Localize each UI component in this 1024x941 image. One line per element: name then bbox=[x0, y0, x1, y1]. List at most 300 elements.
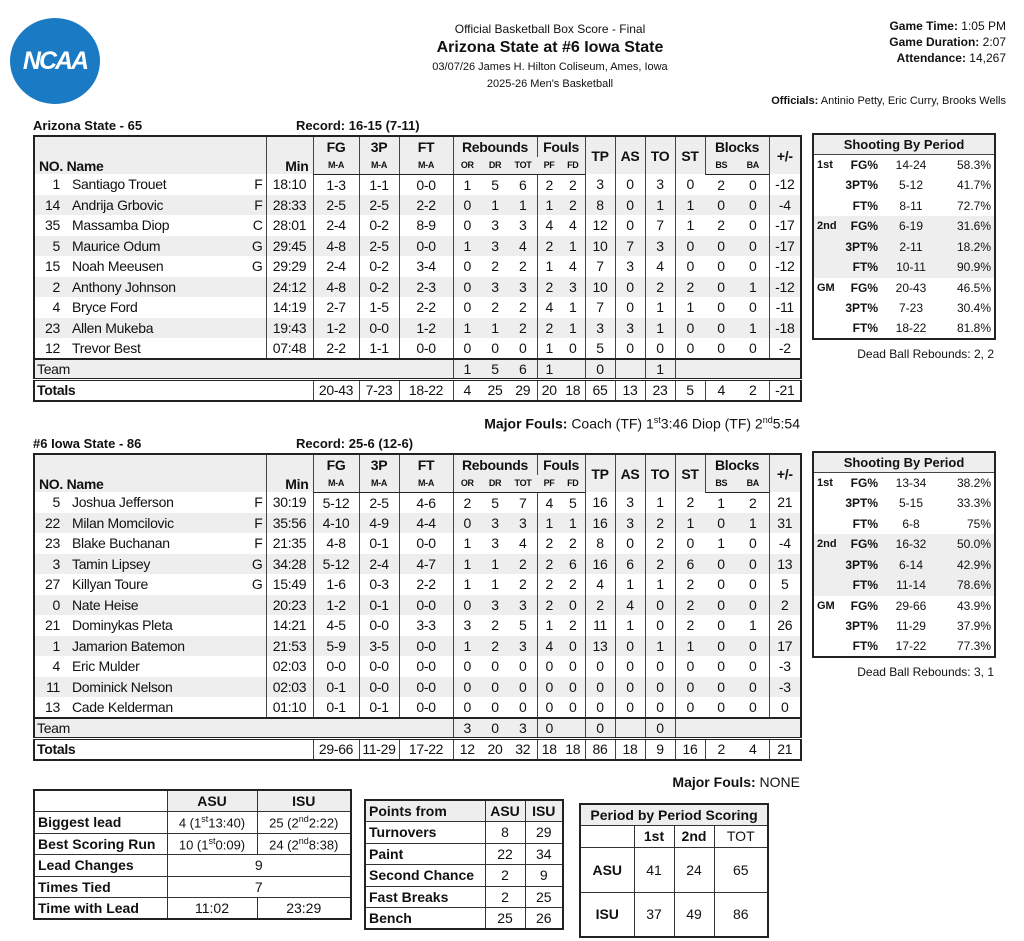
player-or: 0 bbox=[453, 277, 481, 298]
header-fg: FG bbox=[313, 454, 359, 475]
player-to: 1 bbox=[645, 318, 675, 339]
player-pm: -17 bbox=[769, 215, 801, 236]
player-dr: 3 bbox=[481, 236, 509, 257]
shooting-made-attempted: 2-11 bbox=[881, 237, 941, 258]
isu-biggest-lead bbox=[257, 812, 351, 834]
game-title: Arizona State at #6 Iowa State bbox=[436, 39, 664, 56]
player-3p: 0-0 bbox=[359, 677, 399, 698]
header-3p: 3P bbox=[359, 454, 399, 475]
player-to: 2 bbox=[645, 277, 675, 298]
player-tp: 5 bbox=[585, 338, 615, 359]
player-bs: 0 bbox=[705, 636, 737, 657]
player-tot: 3 bbox=[509, 636, 537, 657]
player-fg: 4-8 bbox=[313, 533, 359, 554]
player-fd: 1 bbox=[561, 318, 585, 339]
ordinal: st bbox=[201, 814, 209, 825]
player-number: 12 bbox=[34, 338, 66, 359]
player-tot: 3 bbox=[509, 513, 537, 534]
player-as: 0 bbox=[615, 677, 645, 698]
totals-ba: 2 bbox=[737, 379, 769, 401]
player-st: 1 bbox=[675, 636, 705, 657]
totals-as: 13 bbox=[615, 379, 645, 401]
player-ft: 1-2 bbox=[399, 318, 453, 339]
period-score: 86 bbox=[714, 892, 768, 937]
player-name-cell bbox=[66, 256, 266, 277]
shooting-stat: FT% bbox=[852, 321, 878, 336]
shooting-row bbox=[813, 216, 995, 237]
player-row bbox=[34, 215, 801, 236]
header-ba: BA bbox=[737, 157, 769, 174]
player-as: 0 bbox=[615, 533, 645, 554]
team-tp: 0 bbox=[585, 718, 615, 739]
shooting-row bbox=[813, 473, 995, 494]
player-tot: 3 bbox=[509, 595, 537, 616]
shooting-stat: 3PT% bbox=[845, 178, 878, 193]
player-to: 2 bbox=[645, 513, 675, 534]
player-3p: 0-2 bbox=[359, 277, 399, 298]
player-pf: 1 bbox=[537, 513, 561, 534]
player-pm: -4 bbox=[769, 195, 801, 216]
player-dr: 2 bbox=[491, 258, 499, 275]
player-number: 5 bbox=[34, 492, 66, 513]
asu-points: 2 bbox=[485, 865, 525, 887]
points-from-header: Points from bbox=[365, 800, 485, 822]
player-fd: 0 bbox=[561, 656, 585, 677]
player-fd: 0 bbox=[561, 595, 585, 616]
shooting-period: 2nd bbox=[813, 216, 837, 237]
shooting-pct: 43.9% bbox=[956, 598, 991, 613]
player-number: 4 bbox=[34, 297, 66, 318]
header-made-attempted: M-A bbox=[359, 475, 399, 492]
player-fg: 2-4 bbox=[313, 215, 359, 236]
player-min: 29:29 bbox=[266, 256, 313, 277]
team-row bbox=[34, 718, 801, 739]
shooting-period bbox=[813, 637, 837, 658]
shooting-stat: FT% bbox=[837, 257, 881, 278]
team-abbr: ISU bbox=[580, 892, 634, 937]
player-fd: 1 bbox=[561, 297, 585, 318]
shooting-period bbox=[813, 493, 837, 514]
player-pf: 2 bbox=[537, 277, 561, 298]
best-run-label: Best Scoring Run bbox=[34, 833, 167, 855]
player-bs: 0 bbox=[705, 277, 737, 298]
player-dr: 3 bbox=[491, 535, 499, 552]
shooting-stat: 3PT% bbox=[845, 619, 878, 634]
player-fd: 0 bbox=[561, 697, 585, 718]
header-fouls: Fouls bbox=[537, 136, 585, 157]
player-min: 35:56 bbox=[266, 513, 313, 534]
player-position: F bbox=[254, 494, 263, 510]
player-bs: 0 bbox=[705, 195, 737, 216]
player-fd: 1 bbox=[561, 513, 585, 534]
player-pf: 2 bbox=[537, 554, 561, 575]
shooting-stat: FT% bbox=[852, 516, 878, 531]
period-score-row bbox=[580, 847, 768, 892]
shooting-row bbox=[813, 555, 995, 576]
empty-cell bbox=[580, 826, 634, 848]
player-position: F bbox=[254, 196, 263, 213]
totals-tp: 86 bbox=[585, 738, 615, 760]
player-3p: 0-1 bbox=[359, 697, 399, 718]
player-3p: 1-1 bbox=[359, 338, 399, 359]
player-fd: 2 bbox=[561, 574, 585, 595]
player-ft: 3-3 bbox=[399, 615, 453, 636]
points-category: Paint bbox=[365, 843, 485, 865]
asu-box-score-table bbox=[33, 135, 802, 402]
player-name: Jamarion Batemon bbox=[72, 637, 185, 654]
header-rebounds: Rebounds bbox=[453, 454, 537, 475]
shooting-period: 1st bbox=[817, 159, 833, 171]
player-name: Allen Mukeba bbox=[72, 319, 154, 336]
player-name: Milan Momcilovic bbox=[72, 514, 174, 531]
officials bbox=[771, 95, 1006, 107]
header-to: TO bbox=[645, 136, 675, 174]
player-position: F bbox=[254, 514, 263, 531]
player-ft: 8-9 bbox=[399, 215, 453, 236]
player-row bbox=[34, 554, 801, 575]
player-ba: 0 bbox=[737, 677, 769, 698]
player-min: 21:35 bbox=[266, 533, 313, 554]
player-name: Maurice Odum bbox=[72, 237, 161, 254]
player-3p: 1-5 bbox=[359, 297, 399, 318]
shooting-stat: FT% bbox=[852, 639, 878, 654]
player-name: Trevor Best bbox=[72, 339, 141, 356]
player-3p: 2-5 bbox=[359, 236, 399, 257]
player-as: 0 bbox=[615, 215, 645, 236]
asu-header: ASU bbox=[485, 800, 525, 822]
shooting-row bbox=[813, 514, 995, 535]
header-plus-minus: +/- bbox=[769, 136, 801, 174]
player-min: 34:28 bbox=[266, 554, 313, 575]
player-number: 3 bbox=[34, 554, 66, 575]
shooting-period bbox=[813, 575, 837, 596]
lead-changes-label: Lead Changes bbox=[34, 855, 167, 877]
player-as: 3 bbox=[615, 256, 645, 277]
player-bs: 0 bbox=[717, 576, 725, 593]
player-fd: 4 bbox=[561, 215, 585, 236]
totals-fd: 18 bbox=[561, 379, 585, 401]
asu-best-run bbox=[167, 833, 257, 855]
totals-pm: 21 bbox=[769, 738, 801, 760]
player-or: 1 bbox=[453, 236, 481, 257]
player-fg: 0-1 bbox=[313, 697, 359, 718]
player-dr: 3 bbox=[481, 595, 509, 616]
player-or: 1 bbox=[453, 554, 481, 575]
isu-header: ISU bbox=[257, 790, 351, 812]
player-number: 35 bbox=[34, 215, 66, 236]
player-tp: 0 bbox=[585, 677, 615, 698]
player-or: 0 bbox=[453, 697, 481, 718]
isu-header: ISU bbox=[525, 800, 563, 822]
player-fd: 6 bbox=[561, 554, 585, 575]
player-pf: 1 bbox=[537, 615, 561, 636]
player-3p: 0-1 bbox=[359, 595, 399, 616]
player-pm: -11 bbox=[769, 297, 801, 318]
player-min: 14:19 bbox=[266, 297, 313, 318]
period-scoring-title: Period by Period Scoring bbox=[580, 804, 768, 826]
period-header: 2nd bbox=[674, 826, 714, 848]
major-fouls-text: Coach (TF) 1 bbox=[571, 415, 654, 432]
points-category: Turnovers bbox=[365, 822, 485, 844]
player-bs: 1 bbox=[717, 535, 725, 552]
player-ft: 0-0 bbox=[399, 174, 453, 195]
times-tied-value: 7 bbox=[167, 876, 351, 898]
team-dr: 5 bbox=[481, 359, 509, 380]
shooting-period bbox=[813, 319, 837, 340]
player-row bbox=[34, 574, 801, 595]
team-to: 1 bbox=[645, 359, 675, 380]
officials-value: Antinio Petty, Eric Curry, Brooks Wells bbox=[820, 95, 1006, 107]
player-to: 0 bbox=[645, 656, 675, 677]
player-position: F bbox=[254, 535, 263, 551]
shooting-pct: 75% bbox=[966, 516, 991, 531]
header-made-attempted: M-A bbox=[313, 157, 359, 174]
player-ft: 2-3 bbox=[399, 277, 453, 298]
player-name: Massamba Diop bbox=[72, 217, 170, 234]
player-number: 27 bbox=[34, 574, 66, 595]
player-dr: 0 bbox=[481, 677, 509, 698]
player-name-cell bbox=[66, 513, 266, 534]
player-as: 4 bbox=[615, 595, 645, 616]
header-made-attempted: M-A bbox=[399, 475, 453, 492]
player-name-cell bbox=[66, 636, 266, 657]
player-name: Killyan Toure bbox=[72, 576, 148, 593]
shooting-stat: FG% bbox=[850, 476, 878, 490]
player-ba: 1 bbox=[737, 615, 769, 636]
player-number: 5 bbox=[34, 236, 66, 257]
player-dr: 1 bbox=[491, 576, 499, 593]
player-pm: -18 bbox=[769, 318, 801, 339]
stat-text: 24 (2 bbox=[269, 836, 299, 852]
ncaa-logo bbox=[10, 18, 100, 104]
player-3p: 0-0 bbox=[359, 656, 399, 677]
player-row bbox=[34, 677, 801, 698]
player-dr: 1 bbox=[481, 554, 509, 575]
player-or: 0 bbox=[453, 215, 481, 236]
player-dr: 3 bbox=[491, 217, 499, 234]
totals-dr: 20 bbox=[481, 738, 509, 760]
player-min: 28:01 bbox=[266, 215, 313, 236]
points-category: Fast Breaks bbox=[365, 886, 485, 908]
team-pf: 0 bbox=[537, 718, 561, 739]
player-or: 0 bbox=[453, 338, 481, 359]
player-tot: 1 bbox=[509, 195, 537, 216]
player-position: G bbox=[251, 555, 263, 572]
totals-bs: 2 bbox=[705, 738, 737, 760]
player-tp: 13 bbox=[585, 636, 615, 657]
player-fd: 3 bbox=[561, 277, 585, 298]
team-fd bbox=[561, 718, 585, 739]
player-name: Cade Kelderman bbox=[72, 698, 173, 715]
player-name: Dominykas Pleta bbox=[72, 617, 173, 634]
player-name-cell bbox=[66, 615, 266, 636]
player-fd: 4 bbox=[561, 256, 585, 277]
player-st: 0 bbox=[675, 677, 705, 698]
player-tot: 2 bbox=[509, 554, 537, 575]
player-ba: 0 bbox=[737, 595, 769, 616]
player-or: 1 bbox=[453, 636, 481, 657]
player-name-cell bbox=[66, 595, 266, 616]
player-name-cell bbox=[66, 318, 266, 339]
team-pf: 1 bbox=[537, 359, 561, 380]
player-min: 07:48 bbox=[266, 338, 313, 359]
player-tot: 7 bbox=[509, 492, 537, 513]
player-number: 2 bbox=[34, 277, 66, 298]
player-pm: 2 bbox=[769, 595, 801, 616]
player-name: Blake Buchanan bbox=[72, 535, 170, 552]
attendance-label: Attendance: bbox=[896, 51, 966, 65]
player-ba: 0 bbox=[737, 297, 769, 318]
header-rebounds: Rebounds bbox=[453, 136, 537, 157]
totals-label: Totals bbox=[34, 379, 313, 401]
shooting-made-attempted: 20-43 bbox=[895, 280, 927, 295]
player-row bbox=[34, 513, 801, 534]
player-ft: 2-2 bbox=[399, 574, 453, 595]
player-name-cell bbox=[66, 215, 266, 236]
ordinal: st bbox=[653, 415, 661, 425]
player-row bbox=[34, 656, 801, 677]
totals-as: 18 bbox=[615, 738, 645, 760]
player-min: 02:03 bbox=[266, 677, 313, 698]
player-st: 2 bbox=[675, 574, 705, 595]
player-tp: 11 bbox=[585, 615, 615, 636]
player-row bbox=[34, 174, 801, 195]
player-name: Andrija Grbovic bbox=[72, 196, 164, 213]
player-bs: 0 bbox=[705, 236, 737, 257]
points-from-row bbox=[365, 865, 563, 887]
asu-time-with-lead: 11:02 bbox=[167, 898, 257, 920]
totals-ft: 17-22 bbox=[399, 738, 453, 760]
shooting-period: 2nd bbox=[813, 534, 837, 555]
player-name: Joshua Jefferson bbox=[72, 494, 174, 511]
major-fouls-text: 3:46 Diop (TF) 2 bbox=[660, 415, 763, 432]
period-scoring-table bbox=[579, 803, 769, 938]
duration-value: 2:07 bbox=[982, 35, 1006, 49]
totals-ft: 18-22 bbox=[399, 379, 453, 401]
player-fg: 0-0 bbox=[313, 656, 359, 677]
player-tp: 4 bbox=[585, 574, 615, 595]
asu-major-fouls bbox=[484, 415, 800, 432]
player-or: 1 bbox=[453, 318, 481, 339]
player-tp: 16 bbox=[585, 554, 615, 575]
header-min: Min bbox=[266, 136, 313, 174]
stat-text: 8:38) bbox=[308, 836, 339, 852]
shooting-stat: FG% bbox=[837, 216, 881, 237]
major-fouls-label: Major Fouls: bbox=[672, 774, 756, 790]
isu-box-score-table bbox=[33, 453, 802, 761]
player-pm: -17 bbox=[769, 236, 801, 257]
player-name-cell bbox=[66, 297, 266, 318]
player-fg: 5-12 bbox=[313, 554, 359, 575]
player-min: 28:33 bbox=[266, 195, 313, 216]
player-ba: 0 bbox=[737, 174, 769, 195]
player-tp: 7 bbox=[585, 256, 615, 277]
player-dr: 2 bbox=[481, 636, 509, 657]
shooting-pct: 33.3% bbox=[956, 496, 991, 511]
totals-dr: 25 bbox=[481, 379, 509, 401]
player-bs: 0 bbox=[717, 658, 725, 675]
player-pm: 31 bbox=[769, 513, 801, 534]
player-ft: 4-6 bbox=[399, 492, 453, 513]
player-dr: 5 bbox=[491, 494, 499, 511]
player-ba: 1 bbox=[737, 318, 769, 339]
points-category: Bench bbox=[365, 908, 485, 930]
player-as: 3 bbox=[615, 513, 645, 534]
isu-points: 9 bbox=[525, 865, 563, 887]
player-ba: 2 bbox=[737, 492, 769, 513]
major-fouls-label: Major Fouls: bbox=[484, 415, 568, 432]
player-st: 2 bbox=[675, 595, 705, 616]
player-to: 4 bbox=[645, 256, 675, 277]
shooting-row bbox=[813, 493, 995, 514]
player-tp: 8 bbox=[585, 533, 615, 554]
player-st: 1 bbox=[675, 195, 705, 216]
period-header: TOT bbox=[714, 826, 768, 848]
header-tot: TOT bbox=[509, 475, 537, 492]
player-or: 0 bbox=[453, 297, 481, 318]
asu-header: ASU bbox=[167, 790, 257, 812]
asu-team-label: Arizona State - 65 bbox=[33, 118, 143, 133]
player-fd: 0 bbox=[561, 636, 585, 657]
team-tp: 0 bbox=[585, 359, 615, 380]
totals-or: 12 bbox=[453, 738, 481, 760]
asu-points: 25 bbox=[485, 908, 525, 930]
shooting-made-attempted: 6-8 bbox=[902, 516, 920, 531]
player-row bbox=[34, 195, 801, 216]
player-name-cell bbox=[66, 533, 266, 554]
player-tp: 0 bbox=[585, 697, 615, 718]
header-or: OR bbox=[453, 157, 481, 174]
player-pm: -12 bbox=[769, 256, 801, 277]
player-or: 3 bbox=[453, 615, 481, 636]
header-to: TO bbox=[645, 454, 675, 492]
header-3p: 3P bbox=[359, 136, 399, 157]
totals-row bbox=[34, 379, 801, 401]
player-st: 0 bbox=[675, 656, 705, 677]
player-ba: 1 bbox=[737, 513, 769, 534]
player-pf: 2 bbox=[537, 574, 561, 595]
period-score: 37 bbox=[634, 892, 674, 937]
player-to: 2 bbox=[645, 533, 675, 554]
points-from-row bbox=[365, 886, 563, 908]
header-made-attempted: M-A bbox=[399, 157, 453, 174]
player-row bbox=[34, 697, 801, 718]
report-subtitle: Official Basketball Box Score - Final bbox=[454, 22, 646, 36]
player-row bbox=[34, 236, 801, 257]
period-score: 41 bbox=[634, 847, 674, 892]
player-as: 0 bbox=[615, 174, 645, 195]
player-pf: 1 bbox=[537, 195, 561, 216]
points-from-row bbox=[365, 908, 563, 930]
player-number: 15 bbox=[34, 256, 66, 277]
header-or: OR bbox=[453, 475, 481, 492]
shooting-made-attempted: 8-11 bbox=[899, 198, 923, 213]
shooting-made-attempted: 16-32 bbox=[881, 534, 941, 555]
player-tot: 4 bbox=[509, 236, 537, 257]
player-ft: 0-0 bbox=[399, 595, 453, 616]
shooting-made-attempted: 11-29 bbox=[896, 619, 926, 634]
player-number: 13 bbox=[34, 697, 66, 718]
shooting-stat: 3PT% bbox=[837, 237, 881, 258]
player-or: 0 bbox=[453, 195, 481, 216]
player-to: 1 bbox=[645, 195, 675, 216]
team-abbr: ASU bbox=[580, 847, 634, 892]
shooting-row bbox=[813, 637, 995, 658]
player-ft: 3-4 bbox=[399, 256, 453, 277]
points-from-row bbox=[365, 843, 563, 865]
shooting-stat: FG% bbox=[850, 598, 878, 613]
player-row bbox=[34, 595, 801, 616]
